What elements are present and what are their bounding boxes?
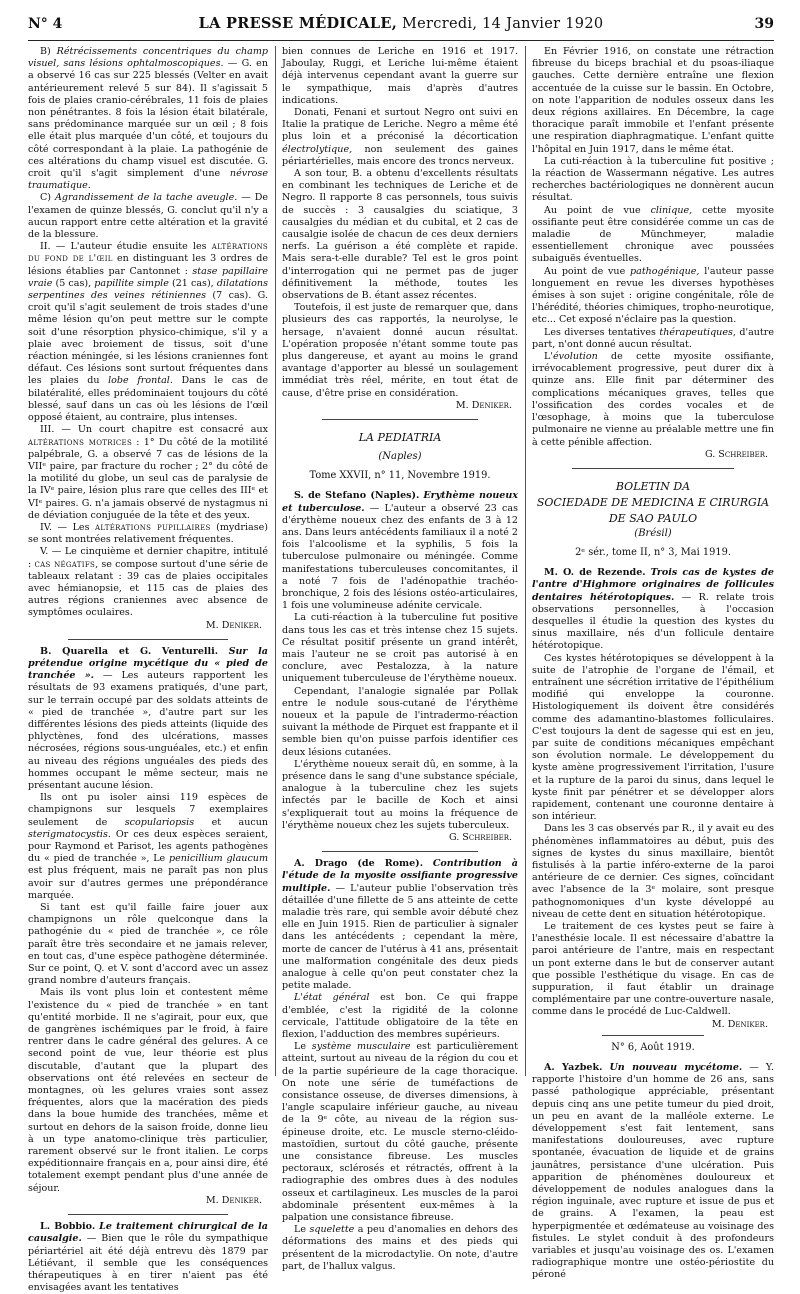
separator: [572, 468, 734, 469]
paragraph: La cuti-réaction à la tuberculine fut positive dans tous les cas et très intense chez 15 sujets. Ce résultat positif présente un grand intérêt, mais l'auteur ne se croit pas autorisé à en conclure, avec Pestalozza, à la nature uniquement tuberculeuse de l'érythème noueux.: [282, 612, 518, 685]
column-rule-1: [275, 46, 276, 1076]
paragraph: Au point de vue clinique, cette myosite ossifiante peut être considérée comme un cas de maladie de Münchmeyer, maladie essentiellement chronique avec poussées subaiguës éventuelles.: [532, 204, 774, 265]
issue-date: Mercredi, 14 Janvier 1920: [402, 16, 604, 32]
separator: [322, 851, 478, 852]
signature: M. Deniker.: [455, 399, 512, 411]
separator: [322, 419, 478, 420]
separator: [602, 1035, 704, 1036]
section-city: (Naples): [378, 451, 422, 463]
paragraph: La cuti-réaction à la tuberculine fut positive ; la réaction de Wassermann négative. Les autres recherches bactériologiques ne donnèrent aucun résultat.: [532, 155, 774, 204]
paragraph: V. — Le cinquième et dernier chapitre, intitulé : cas négatifs, se compose surtout d'une série de tableaux relatant : 39 cas de plaies occipitales avec hémianopsie, et 115 cas de plaies des autres régions craniennes avec absence de symptômes oculaires.: [28, 546, 268, 619]
column-2: [282, 46, 518, 1272]
paragraph: III. — Un court chapitre est consacré aux altérations motrices : 1° Du côté de la motilité palpébrale, G. a observé 7 cas de lésions de la VIIᵉ paire, par fracture du rocher ; 2° du côté de la motilité du globe, un seul cas de paralysie de la IVᵉ paire, lésion plus rare que celles des IIIᵉ et VIᵉ paires. G. n'a jamais observé de nystagmus ni de déviation conjuguée de la tête et des yeux.: [28, 424, 268, 521]
paragraph: Le traitement de ces kystes peut se faire à l'anesthésie locale. Il est nécessaire d'abattre la paroi antérieure de l'antre, mais en respectant un pont externe dans le but de conserver autant que possible l'esthétique du visage. En cas de suppuration, il faut établir un drainage complémentaire par une contre-ouverture nasale, comme dans le procédé de Luc-Caldwell.: [532, 921, 774, 1018]
paragraph: Cependant, l'analogie signalée par Pollak entre le nodule sous-cutané de l'érythème noueux et la papule de l'intradermo-réaction suivant la méthode de Pirquet est frappante et il semble bien qu'on puisse parfois identifier ces deux lésions cutanées.: [282, 685, 518, 758]
paragraph: IV. — Les altérations pupillaires (mydriase) se sont montrées relativement fréquentes.: [28, 521, 268, 546]
page-header: [28, 10, 774, 41]
paragraph: II. — L'auteur étudie ensuite les altérations du fond de l'œil en distinguant les 3 ordres de lésions établies par Cantonnet : stase papillaire vraie (5 cas), papillite simple (21 cas), dilatations serpentines des veines rétiniennes (7 cas). G. croit qu'il s'agit seulement de trois stades d'une même lésion qu'on peut mettre sur le compte soit d'une résorption physico-chimique, s'il y a plaie avec broiement de tissus, soit d'une réaction méningée, si les lésions craniennes font défaut. Ces lésions sont surtout fréquentes dans les plaies du lobe frontal. Dans le cas de bilatéralité, elles prédominaient toujours du côté blessé, sauf dans un cas où les lésions de l'œil opposé étaient, au contraire, plus intenses.: [28, 241, 268, 424]
page-number: 39: [754, 16, 774, 32]
section-title: LA PEDIATRIA: [358, 431, 442, 445]
paragraph: Ces kystes hétérotopiques se développent à la suite de l'atrophie de l'organe de l'émail, et entraînent une sécrétion irritative de l'épithélium modifié qui enveloppe la couronne. Histologiquement ils doivent être considérés comme des adamantino-blastomes folliculaires. C'est toujours la dent de sagesse qui est en jeu, par suite de conditions mécaniques empêchant son évolution normale. Le développement du kyste amène progressivement l'irritation, l'usure et la rupture de la paroi du sinus, dans lequel le kyste finit par pénétrer et se développer alors rapidement, contenant une couronne dentaire à son intérieur.: [532, 652, 774, 823]
paragraph: L'évolution de cette myosite ossifiante, irrévocablement progressive, peut durer dix à quinze ans. Elle finit par déterminer des complications mécaniques graves, telles que l'ossification des cordes vocales et de l'œsophage, à moins que la tuberculose pulmonaire ne vienne au préalable mettre une fin à cette pénible affection.: [532, 351, 774, 448]
paragraph: Ils ont pu isoler ainsi 119 espèces de champignons sur lesquels 7 exemplaires seulement de scopulariopsis et aucun sterigmatocystis. Or ces deux espèces seraient, pour Raymond et Parisot, les agents pathogènes du « pied de tranchée », Le penicillium glaucum est plus fréquent, mais ne paraît pas non plus avoir sur d'autres germes une prépondérance marquée.: [28, 792, 268, 901]
paragraph: Donati, Fenani et surtout Negro ont suivi en Italie la pratique de Leriche. Negro a même été plus loin et a préconisé la décortication électrolytique, non seulement des gaines périartérielles, mais encore des troncs nerveux.: [282, 107, 518, 167]
journal-name: LA PRESSE MÉDICALE,: [198, 15, 398, 32]
paragraph: bien connues de Leriche en 1916 et 1917. Jaboulay, Ruggi, et Leriche lui-même étaient déjà intervenus cependant avant la guerre sur le sympathique, mais d'après d'autres indications.: [282, 46, 518, 106]
paragraph: Dans les 3 cas observés par R., il y avait eu des phénomènes inflammatoires au début, puis des signes de kystes du sinus maxillaire, bientôt fistulisés à la partie inféro-externe de la paroi antérieure de ce dernier. Ces signes, coïncidant avec l'absence de la 3ᵉ molaire, sont presque pathognomoniques d'un kyste développé au niveau de cette dent en situation hétérotopique.: [532, 823, 774, 920]
journal-title: [28, 15, 774, 32]
paragraph: Au point de vue pathogénique, l'auteur passe longuement en revue les diverses hypothèses émises à son sujet : origine congénitale, rôle de l'hérédité, théories chimiques, tropho-neurotique, etc... Cet exposé n'éclaire pas la question.: [532, 265, 775, 326]
separator: [68, 639, 228, 640]
section-title: BOLETIN DA SOCIEDADE DE MEDICINA E CIRURGIA DE SAO PAULO: [536, 479, 770, 525]
separator: [68, 1214, 228, 1215]
paragraph: L'érythème noueux serait dû, en somme, à la présence dans le sang d'une substance spéciale, analogue à la tuberculine chez les sujets infectés par le bacille de Koch et ainsi s'expliquerait tout au moins la fréquence de l'érythème noueux chez les sujets tuberculeux.: [282, 758, 518, 831]
paragraph: Le squelette a peu d'anomalies en dehors des déformations des mains et des pieds qui présentent de la microdactylie. On note, d'autre part, de l'hallux valgus.: [282, 1224, 518, 1272]
column-1: [28, 46, 268, 1294]
paragraph: Toutefois, il est juste de remarquer que, dans plusieurs des cas rapportés, la neurolyse, le hersage, n'avaient donné aucun résultat. L'opération proposée n'étant somme toute pas plus dangereuse, et ayant au moins le grand avantage d'apporter au blessé un soulagement immédiat très réel, mérite, en tout état de cause, d'être prise en considération.: [282, 302, 518, 399]
article-entry: S. de Stefano (Naples). Erythème noueux et tuberculose. — L'auteur a observé 23 cas d'érythème noueux chez des enfants de 3 à 12 ans. Dans leurs antécédents familiaux il a noté 2 fois l'alcoolisme et la syphilis, 5 fois la tuberculose pulmonaire ou méningée. Comme manifestations tuberculeuses concomitantes, il a noté 7 fois de l'adénopathie trachéo-bronchique, 2 fois des lésions ostéo-articulaires, 1 fois une volumineuse adénite cervicale.: [282, 490, 518, 612]
article-entry: A. Yazbek. Un nouveau mycétome. — Y. rapporte l'histoire d'un homme de 26 ans, sans passé pathologique appréciable, présentant depuis cinq ans une petite tumeur du pied droit, un peu en avant de la malléole externe. Le développement s'est fait lentement, sans manifestations douloureuses, avec rupture spontanée, évacuation de liquide et de grains jaunâtres, persistance d'une ulcération. Puis apparition de phénomènes douloureux et développement de nodules analogues dans la région inguinale, avec rupture et issue de pus et de grains. A l'examen, la peau est hyperpigmentée et œdémateuse au voisinage des fistules. Le stylet conduit à des profondeurs variables et jusqu'au voisinage des os. L'examen radiographique montre une ostéo-périostite du péroné: [532, 1062, 774, 1281]
paragraph: En Février 1916, on constate une rétraction fibreuse du biceps brachial et du psoas-iliaque gauches. Cette dernière entraîne une flexion accentuée de la cuisse sur le bassin. En Octobre, on note l'apparition de nodules osseux dans les deux régions axillaires. En Décembre, la cage thoracique paraît immobile et l'enfant présente une respiration diaphragmatique. L'enfant quitte l'hôpital en Juin 1917, dans le même état.: [532, 46, 774, 155]
column-rule-2: [525, 46, 526, 1076]
signature: G. Schreiber.: [448, 831, 512, 843]
column-3: [532, 46, 775, 1281]
paragraph: B) Rétrécissements concentriques du champ visuel, sans lésions ophtalmoscopiques. — G. en a observé 16 cas sur 225 blessés (Velter en avait antérieurement relevé 5 sur 84). Il s'agissait 5 fois de plaies cranio-cérébrales, 11 fois de plaies non pénétrantes. 8 fois la lésion était bilatérale, sans prédominance marquée sur un œil ; 8 fois elle était plus marquée d'un côté, et toujours du côté correspondant à la plaie. La pathogénie de ces altérations du champ visuel est discutée. G. croit qu'il s'agit simplement d'une névrose traumatique.: [28, 46, 268, 192]
section-issue: N° 6, Août 1919.: [611, 1041, 695, 1053]
article-entry: M. O. de Rezende. Trois cas de kystes de l'antre d'Highmore originaires de follicules dentaires hétérotopiques. — R. relate trois observations personnelles, à l'occasion desquelles il étudie la question des kystes du sinus maxillaire, nés d'un follicule dentaire hétérotopique.: [532, 567, 775, 652]
paragraph: Si tant est qu'il faille faire jouer aux champignons un rôle quelconque dans la pathogénie du « pied de tranchée », ce rôle paraît être très secondaire et ne jamais relever, en tout cas, d'une espèce pathogène déterminée. Sur ce point, Q. et V. sont d'accord avec un assez grand nombre d'auteurs français.: [28, 902, 268, 987]
signature: M. Deniker.: [205, 1194, 262, 1206]
paragraph: A son tour, B. a obtenu d'excellents résultats en combinant les techniques de Leriche et de Negro. Il rapporte 8 cas personnels, tous suivis de succès : 3 causalgies du sciatique, 3 causalgies du médian et du cubital, et 2 cas de causalgie isolée de chacun de ces deux derniers nerfs. La guérison a été complète et rapide. Mais sera-t-elle durable? Tel est le gros point d'interrogation qui ne permet pas de juger définitivement la méthode, toutes les observations de B. étant assez récentes.: [282, 168, 518, 302]
issue-number: N° 4: [28, 16, 63, 32]
signature: M. Deniker.: [205, 619, 262, 631]
paragraph: Les diverses tentatives thérapeutiques, d'autre part, n'ont donné aucun résultat.: [532, 326, 774, 350]
paragraph: Mais ils vont plus loin et contestent même l'existence du « pied de tranchée » en tant qu'entité morbide. Il ne s'agirait, pour eux, que de gangrènes ischémiques par le froid, à faire rentrer dans le cadre général des gelures. A ce second point de vue, leur théorie est plus discutable, d'autant que la plupart des observations ont été relevées en secteur de montagnes, où les gelures vraies sont assez fréquentes, alors que la macération des pieds dans la boue humide des tranchées, même et surtout en dehors de la saison froide, donne lieu à un type anatomo-clinique très particulier, rarement observé sur le front italien. Le corps expéditionnaire français en a, pour ainsi dire, été totalement exempt pendant plus d'une année de séjour.: [28, 987, 268, 1194]
section-city: (Brésil): [634, 527, 672, 539]
article-entry: A. Drago (de Rome). Contribution à l'étude de la myosite ossifiante progressive multiple. — L'auteur publie l'observation très détaillée d'une fillette de 5 ans atteinte de cette maladie très rare, qui semble avoir débuté chez elle en Juin 1915. Rien de particulier à signaler dans les antécédents ; cependant la mère, morte de cancer de l'utérus à 41 ans, présentait une malformation congénitale des deux pieds analogue à celle qu'on peut constater chez la petite malade.: [282, 858, 518, 992]
signature: M. Deniker.: [711, 1018, 768, 1030]
section-issue: Tome XXVII, n° 11, Novembre 1919.: [309, 470, 491, 482]
paragraph: Le système musculaire est particulièrement atteint, surtout au niveau de la région du cou et de la partie supérieure de la cage thoracique. On note une série de tuméfactions de consistance osseuse, de diverses dimensions, à l'angle scapulaire inférieur gauche, au niveau de la 9ᵉ côte, au niveau de la région sus-épineuse droite, etc. Le muscle sterno-cléido-mastoïdien, surtout du côté gauche, présente une consistance fibreuse. Les muscles pectoraux, sclérosés et rétractés, offrent à la radiographie des ombres dues à des nodules osseux et cartilagineux. Les muscles de la paroi abdominale présentent eux-mêmes à la palpation une consistance fibreuse.: [282, 1041, 518, 1224]
section-issue: 2ᵉ sér., tome II, n° 3, Mai 1919.: [575, 546, 731, 558]
signature: G. Schreiber.: [704, 448, 768, 460]
paragraph: L'état général est bon. Ce qui frappe d'emblée, c'est la rigidité de la colonne cervicale, l'attitude obligatoire de la tête en flexion, l'adduction des membres supérieurs.: [282, 992, 518, 1041]
paragraph: C) Agrandissement de la tache aveugle. — De l'examen de quinze blessés, G. conclut qu'il n'y a aucun rapport entre cette altération et la gravité de la blessure.: [28, 192, 268, 241]
article-entry: L. Bobbio. Le traitement chirurgical de la causalgie. — Bien que le rôle du sympathique périartériel ait été déjà entrevu dès 1879 par Létiévant, il semble que les conséquences thérapeutiques à en tirer n'aient pas été envisagées avant les tentatives: [28, 1221, 268, 1294]
article-entry: B. Quarella et G. Venturelli. Sur la prétendue origine mycétique du « pied de tranchée ». — Les auteurs rapportent les résultats de 93 examens pratiqués, d'une part, sur le terrain occupé par des soldats atteints de « pied de tranchée », d'autre part sur les différentes lésions des pieds atteints (liquide des phlyctènes, fond des ulcérations, masses nécrosées, régions sous-unguéales, etc.) et enfin au niveau des régions unguéales des pieds des hommes occupant le même secteur, mais ne présentant aucune lésion.: [28, 645, 268, 791]
